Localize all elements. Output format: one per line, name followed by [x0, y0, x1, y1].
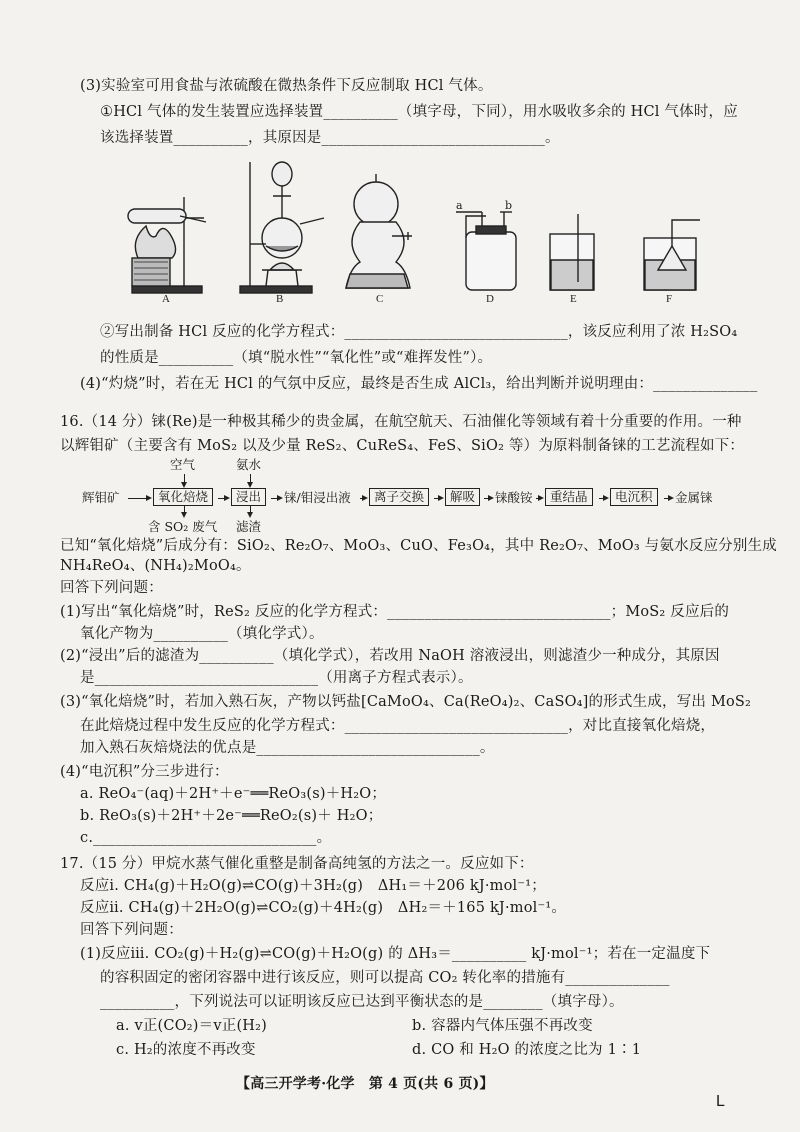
q16-part4-line: (4)“电沉积”分三步进行：	[60, 764, 229, 780]
apparatus-figure	[110, 152, 730, 302]
q16-part3-line2: 在此焙烧过程中发生反应的化学方程式：______________________________，对比直接氧化焙烧，	[80, 718, 716, 734]
d-tube-a-label: a	[456, 199, 463, 212]
flow-residue: 滤渣	[236, 519, 262, 534]
q17-stem-line: 17.（15 分）甲烷水蒸气催化重整是制备高纯氢的方法之一。反应如下：	[60, 856, 534, 872]
q16-part2-line1: (2)“浸出”后的滤渣为__________（填化学式），若改用 NaOH 溶液浸出，则滤渣少一种成分，其原因	[60, 648, 720, 664]
flow-end: 金属铼	[675, 490, 713, 505]
flow-air: 空气	[170, 457, 196, 472]
q16-part1-line2: 氧化产物为__________（填化学式）。	[80, 626, 324, 642]
flow-step-desorption: 解吸	[445, 488, 480, 506]
q17-reaction-ii: 反应ⅱ. CH₄(g)＋2H₂O(g)⇌CO₂(g)＋4H₂(g) ΔH₂＝＋165 kJ·mol⁻¹。	[80, 900, 567, 916]
q17-reaction-i: 反应ⅰ. CH₄(g)＋H₂O(g)⇌CO(g)＋3H₂(g) ΔH₁＝＋206 kJ·mol⁻¹；	[80, 878, 546, 894]
flow-step-ion-exchange: 离子交换	[369, 488, 429, 506]
q15-sub2-line2: 的性质是__________（填“脱水性”“氧化性”或“难挥发性”）。	[100, 350, 493, 366]
flow-start: 辉钼矿	[82, 490, 120, 505]
q16-step-c: c.______________________________。	[80, 830, 332, 846]
q16-stem-line2: 以辉钼矿（主要含有 MoS₂ 以及少量 ReS₂、CuReS₄、FeS、SiO₂ 等）为原料制备铼的工艺流程如下：	[60, 438, 745, 454]
flow-step-oxidative-roasting: 氧化焙烧	[153, 488, 213, 506]
label-E: E	[570, 293, 577, 302]
q17-part1-line2: 的容积固定的密闭容器中进行该反应，则可以提高 CO₂ 转化率的措施有______________	[100, 970, 670, 986]
q15-part4-line: (4)“灼烧”时，若在无 HCl 的气氛中反应，最终是否生成 AlCl₃，给出判断并说明理由：______________	[80, 376, 758, 392]
flow-leachate: 铼/钼浸出液	[284, 490, 351, 505]
q16-info-line1: 已知“氧化焙烧”后成分有：SiO₂、Re₂O₇、MoO₃、CuO、Fe₃O₄，其中 Re₂O₇、MoO₃ 与氨水反应分别生成	[60, 538, 777, 554]
corner-mark: L	[716, 1093, 726, 1110]
q16-part1-line1: (1)写出“氧化焙烧”时，ReS₂ 反应的化学方程式：______________________________；MoS₂ 反应后的	[60, 604, 730, 620]
label-F: F	[666, 293, 673, 302]
flow-step-electrodeposition: 电沉积	[610, 488, 658, 506]
label-A: A	[162, 293, 170, 302]
page-footer: 【高三开学考·化学 第 4 页(共 6 页)】	[236, 1076, 494, 1092]
flow-step-leaching: 浸出	[231, 488, 266, 506]
q16-part3-line1: (3)“氧化焙烧”时，若加入熟石灰，产物以钙盐[CaMoO₄、Ca(ReO₄)₂、CaSO₄]的形式生成，写出 MoS₂	[60, 694, 752, 710]
q16-step-b: b. ReO₃(s)＋2H⁺＋2e⁻══ReO₂(s)＋ H₂O；	[80, 808, 383, 824]
q16-part2-line2: 是______________________________（用离子方程式表示）。	[80, 670, 473, 686]
q16-step-a: a. ReO₄⁻(aq)＋2H⁺＋e⁻══ReO₃(s)＋H₂O；	[80, 786, 387, 802]
flow-step-recrystallization: 重结晶	[545, 488, 593, 506]
q17-option-d: d. CO 和 H₂O 的浓度之比为 1∶1	[412, 1042, 642, 1058]
label-C: C	[376, 293, 384, 302]
q17-option-b: b. 容器内气体压强不再改变	[412, 1018, 593, 1034]
q17-option-a: a. v正(CO₂)＝v正(H₂)	[116, 1018, 268, 1034]
q15-sub1-line: ①HCl 气体的发生装置应选择装置__________（填字母，下同），用水吸收多余的 HCl 气体时，应	[100, 104, 738, 120]
q16-part3-line3: 加入熟石灰焙烧法的优点是______________________________。	[80, 740, 495, 756]
flow-ammonium-perrhenate: 铼酸铵	[495, 490, 533, 505]
q16-info-line2: NH₄ReO₄、(NH₄)₂MoO₄。	[60, 558, 251, 574]
label-B: B	[276, 293, 284, 302]
d-tube-b-label: b	[505, 199, 513, 212]
q16-stem-line1: 16.（14 分）铼(Re)是一种极其稀少的贵金属，在航空航天、石油催化等领域有着十分重要的作用。一种	[60, 414, 742, 430]
q17-part1-line3: __________，下列说法可以证明该反应已达到平衡状态的是________（填字母）。	[100, 994, 624, 1010]
flow-ammonia: 氨水	[236, 457, 262, 472]
q15-sub1-line2: 该选择装置__________，其原因是______________________________。	[100, 130, 560, 146]
label-D: D	[486, 293, 494, 302]
q17-answer-prompt: 回答下列问题：	[80, 922, 183, 938]
q15-sub2-line: ②写出制备 HCl 反应的化学方程式：______________________________，该反应利用了浓 H₂SO₄	[100, 324, 738, 340]
q15-part3-line: (3)实验室可用食盐与浓硫酸在微热条件下反应制取 HCl 气体。	[80, 78, 493, 94]
flow-so2-gas: 含 SO₂ 废气	[148, 519, 218, 534]
q17-part1-line1: (1)反应ⅲ. CO₂(g)＋H₂(g)⇌CO(g)＋H₂O(g) 的 ΔH₃＝__________ kJ·mol⁻¹；若在一定温度下	[80, 946, 711, 962]
q16-answer-prompt: 回答下列问题：	[60, 580, 163, 596]
q17-option-c: c. H₂的浓度不再改变	[116, 1042, 256, 1058]
